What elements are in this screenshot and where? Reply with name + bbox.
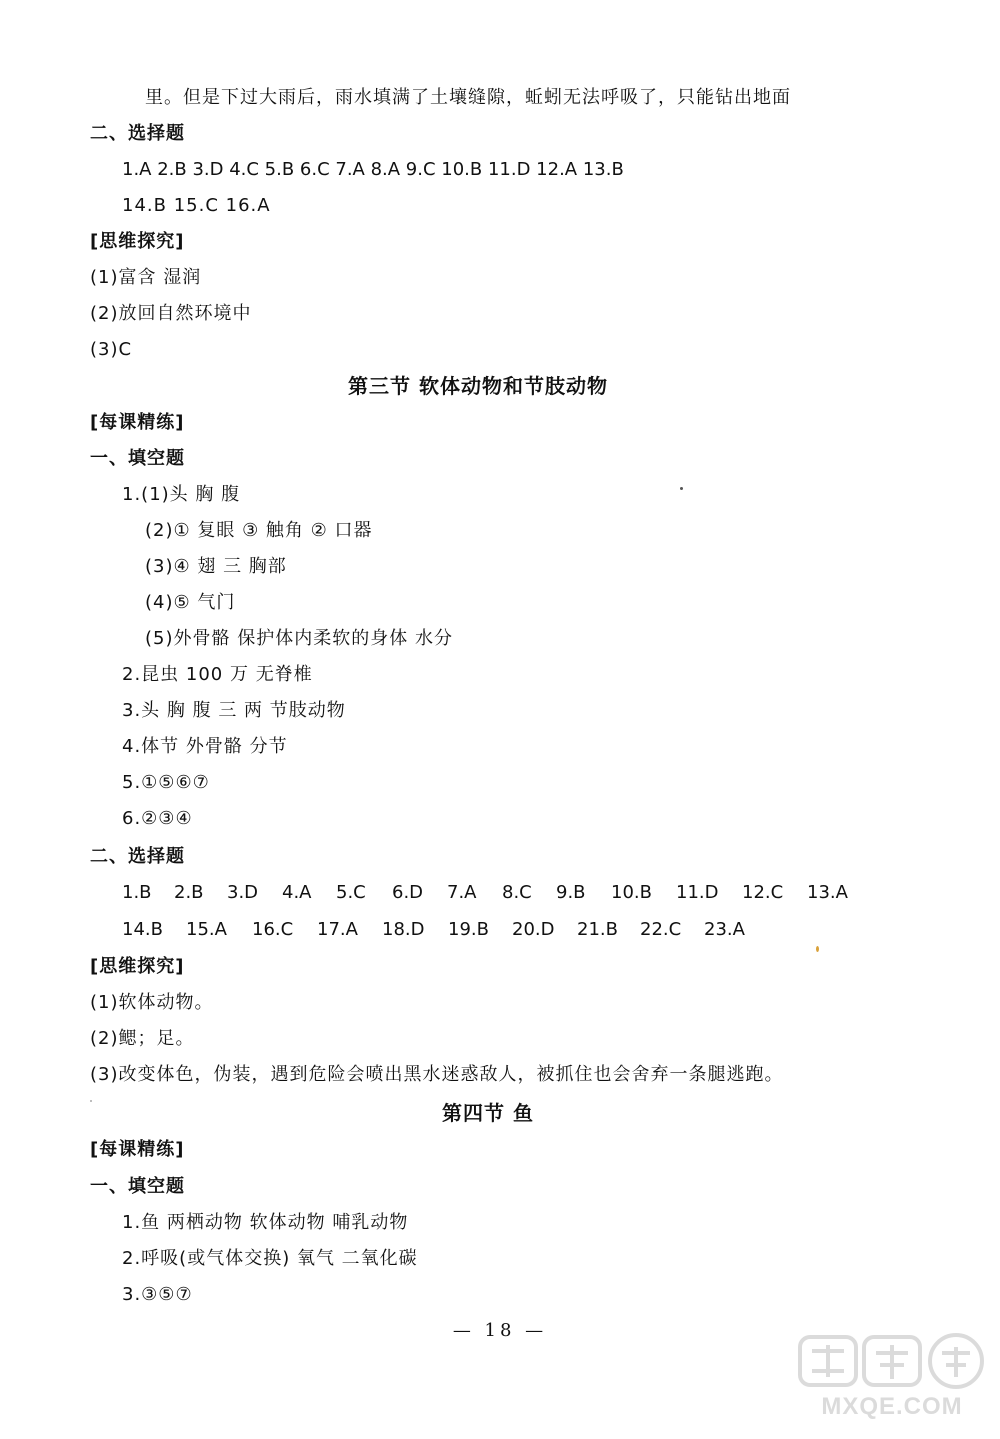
text-line: (5)外骨骼 保护体内柔软的身体 水分 — [145, 628, 453, 649]
text-line: 4.体节 外骨骼 分节 — [122, 736, 288, 757]
text-line: (2)鳃；足。 — [90, 1028, 195, 1049]
answer-item: 9.B — [556, 882, 586, 903]
answer-item: 18.D — [382, 919, 425, 940]
text-line: 1.鱼 两栖动物 软体动物 哺乳动物 — [122, 1212, 409, 1233]
answer-item: 15.A — [186, 919, 227, 940]
answer-item: 16.C — [252, 919, 294, 940]
text-line: (3)C — [90, 339, 133, 360]
answer-item: 12.C — [742, 882, 784, 903]
page-number: — 18 — — [452, 1320, 548, 1341]
section-heading-practice: [每课精练] — [90, 1139, 185, 1160]
answer-row-text: 1.A 2.B 3.D 4.C 5.B 6.C 7.A 8.A 9.C 10.B 11.D 12.A 13.B — [122, 159, 624, 180]
scan-speck — [680, 487, 683, 490]
answer-item: 13.A — [807, 882, 848, 903]
text-line: 2.昆虫 100 万 无脊椎 — [122, 664, 313, 685]
text-line: (1)软体动物。 — [90, 992, 214, 1013]
text-line: 6.②③④ — [122, 808, 193, 829]
answer-item: 23.A — [704, 919, 745, 940]
section-heading-thinking: [思维探究] — [90, 231, 185, 252]
section-heading-thinking: [思维探究] — [90, 956, 185, 977]
text-line: 里。但是下过大雨后，雨水填满了土壤缝隙，蚯蚓无法呼吸了，只能钻出地面 — [145, 87, 791, 108]
section-heading-choice: 二、选择题 — [90, 123, 185, 144]
answer-item: 4.A — [282, 882, 312, 903]
answer-item: 7.A — [447, 882, 477, 903]
answer-item: 11.D — [676, 882, 719, 903]
text-line: 5.①⑤⑥⑦ — [122, 772, 210, 793]
answer-item: 3.D — [227, 882, 259, 903]
text-line: (3)④ 翅 三 胸部 — [145, 556, 287, 577]
text-line: 3.头 胸 腹 三 两 节肢动物 — [122, 700, 346, 721]
answer-item: 6.D — [392, 882, 424, 903]
section-title: 第四节 鱼 — [442, 1101, 534, 1125]
text-line: 1.(1)头 胸 腹 — [122, 484, 241, 505]
answer-item: 2.B — [174, 882, 204, 903]
watermark-site: MXQE.COM — [821, 1393, 963, 1420]
text-line: (2)放回自然环境中 — [90, 303, 252, 324]
answer-item: 19.B — [448, 919, 489, 940]
answer-row — [122, 881, 862, 905]
section-heading-practice: [每课精练] — [90, 412, 185, 433]
answer-row — [122, 918, 762, 942]
scan-speck — [90, 1100, 92, 1102]
text-line: 3.③⑤⑦ — [122, 1284, 193, 1305]
answer-item: 14.B — [122, 919, 163, 940]
answer-item: 10.B — [611, 882, 652, 903]
text-line: (2)① 复眼 ③ 触角 ② 口器 — [145, 520, 373, 541]
answer-item: 21.B — [577, 919, 618, 940]
section-heading-fill: 一、填空题 — [90, 448, 185, 469]
text-line: (3)改变体色，伪装，遇到危险会喷出黑水迷惑敌人，被抓住也会舍弃一条腿逃跑。 — [90, 1064, 784, 1085]
answer-item: 8.C — [502, 882, 532, 903]
scan-speck — [816, 946, 819, 952]
answer-item: 20.D — [512, 919, 555, 940]
answer-row: 14.B 15.C 16.A — [122, 195, 271, 216]
section-heading-fill: 一、填空题 — [90, 1176, 185, 1197]
answer-item: 5.C — [336, 882, 366, 903]
text-line: (1)富含 湿润 — [90, 267, 202, 288]
answer-item: 1.B — [122, 882, 152, 903]
section-title: 第三节 软体动物和节肢动物 — [348, 374, 608, 398]
answer-row — [122, 158, 902, 182]
watermark — [792, 1331, 992, 1431]
answer-item: 17.A — [317, 919, 358, 940]
watermark-logo-icon — [792, 1331, 992, 1391]
answer-item: 22.C — [640, 919, 682, 940]
text-line: 2.呼吸(或气体交换) 氧气 二氧化碳 — [122, 1248, 418, 1269]
text-line: (4)⑤ 气门 — [145, 592, 236, 613]
section-heading-choice: 二、选择题 — [90, 846, 185, 867]
